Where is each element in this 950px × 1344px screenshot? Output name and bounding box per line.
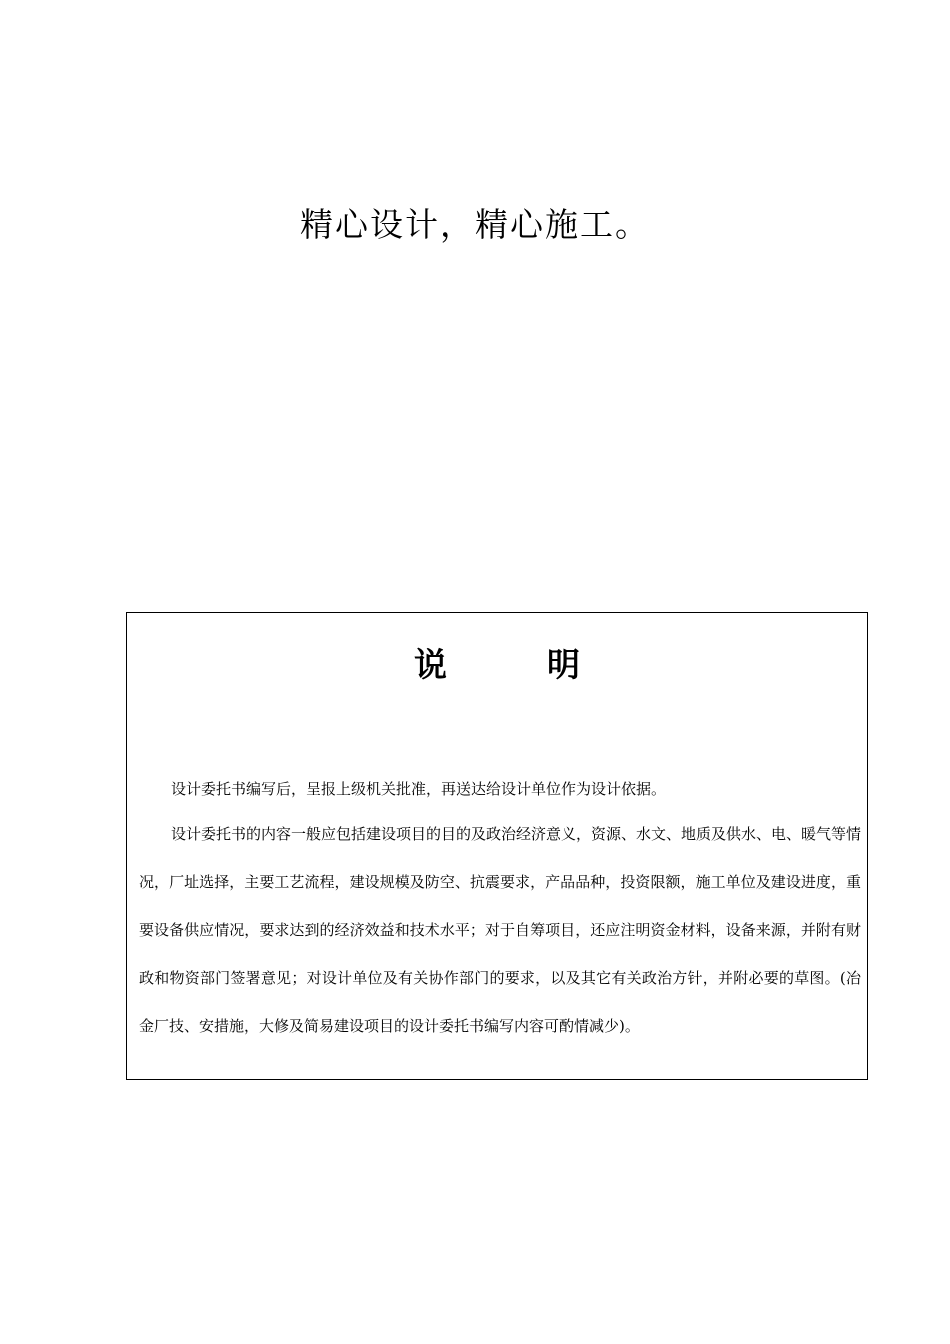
notes-title-left: 说: [414, 645, 447, 684]
notes-paragraph-2: 设计委托书的内容一般应包括建设项目的目的及政治经济意义，资源、水文、地质及供水、电、暖气等情况，厂址选择，主要工艺流程，建设规模及防空、抗震要求，产品品种，投资限额，施工单位及建设进度，重要设备供应情况，要求达到的经济效益和技术水平；对于自筹项目，还应注明资金材料，设备来源，并附有财政和物资部门签署意见；对设计单位及有关协作部门的要求，以及其它有关政治方针，并附必要的草图。(冶金厂技、安措施，大修及简易建设项目的设计委托书编写内容可酌情减少)。: [139, 825, 862, 1035]
notes-title: [127, 643, 867, 687]
notes-box: [126, 612, 868, 1080]
notes-title-right: 明: [547, 645, 580, 684]
motto-heading: 精心设计，精心施工。: [300, 205, 650, 244]
notes-paragraph-1: 设计委托书编写后，呈报上级机关批准，再送达给设计单位作为设计依据。: [171, 780, 667, 798]
